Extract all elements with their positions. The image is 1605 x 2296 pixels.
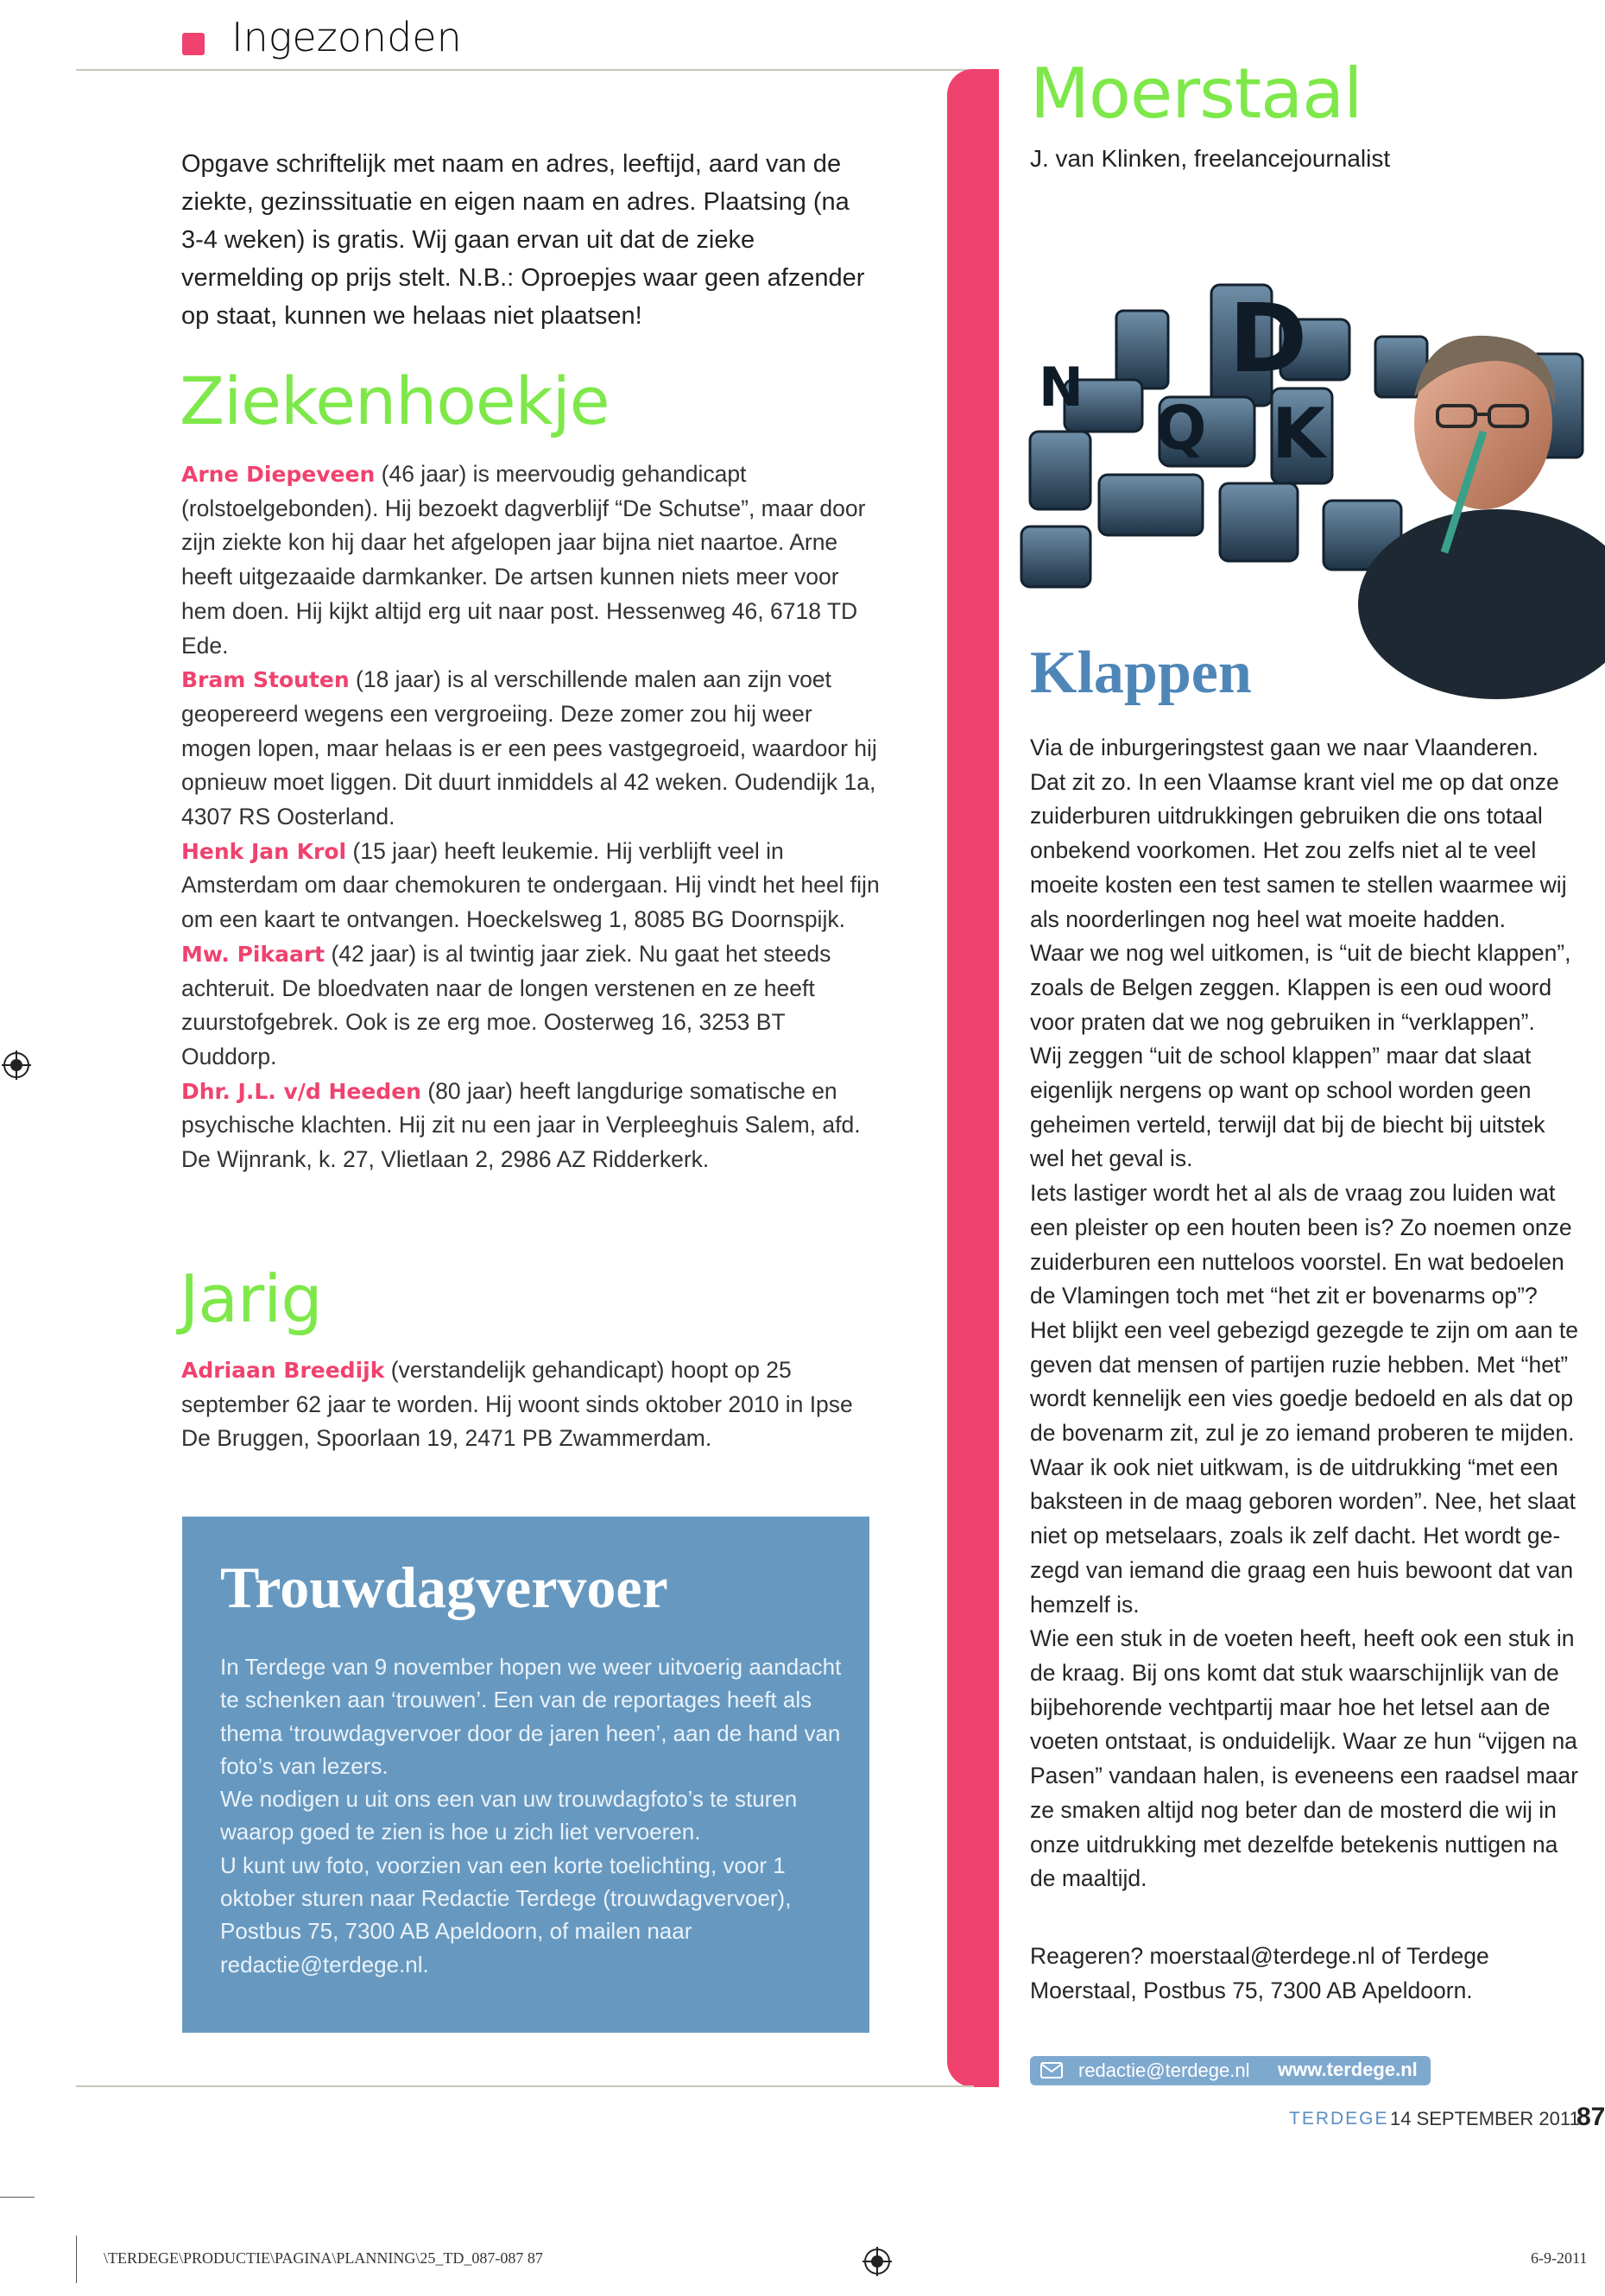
bottom-rule xyxy=(76,2085,974,2087)
reply-info xyxy=(1030,1940,1591,2008)
article-line: ze smaken altijd nog beter dan de mosterd die wij in xyxy=(1030,1796,1557,1823)
envelope-icon xyxy=(1040,2062,1063,2078)
article-line: geheimen verteld, terwijl dat bij de biecht bij uitstek xyxy=(1030,1111,1545,1138)
article-line: voeten ontstaat, is onduidelijk. Waar ze hun “vijgen na xyxy=(1030,1728,1577,1755)
article-line: Waar we nog wel uitkomen, is “uit de biecht klappen”, xyxy=(1030,940,1571,967)
moerstaal-heading: Moerstaal xyxy=(1030,54,1362,134)
top-rule xyxy=(76,69,974,71)
author-byline: J. van Klinken, freelancejournalist xyxy=(1030,145,1391,172)
trouwdagvervoer-text xyxy=(220,1650,842,1981)
entry xyxy=(181,457,881,663)
article-line: wel het geval is. xyxy=(1030,1145,1193,1172)
article-line: eigenlijk nergens op want op school worden geen xyxy=(1030,1077,1532,1104)
article-line: een pleister op een houten been is? Zo noemen onze xyxy=(1030,1214,1572,1240)
article-line: Het blijkt een veel gebezigd gezegde te zijn om aan te xyxy=(1030,1316,1578,1343)
article-line: Wie een stuk in de voeten heeft, heeft ook een stuk in xyxy=(1030,1625,1575,1652)
entry-text: (18 jaar) is al verschillende malen aan zijn voet geopereerd wegens een vergroeiing. Deze zomer zou hij weer mogen lopen, maar helaas is er een pees vastgegroeid, waardoor hij opnieuw moet liggen. Dit duurt inmiddels al 42 weken. Oudendijk 1a, 4307 RS Oosterland. xyxy=(181,666,877,830)
entry-text: (80 jaar) heeft langdurige somatische en psychische klachten. Hij zit nu een jaar in Verpleeghuis Salem, afd. De Wijnrank, k. 27, Vlietlaan 2, 2986 AZ Ridderkerk. xyxy=(181,1077,861,1173)
box-paragraph: In Terdege van 9 november hopen we weer uitvoerig aandacht te schenken aan ‘trouwen’. Een van de reportages heeft als thema ‘trouwdagvervoer door de jaren heen’, aan de hand van foto’s van lezers. xyxy=(220,1654,842,1779)
jarig-heading: Jarig xyxy=(180,1260,322,1337)
contact-pill xyxy=(1030,2056,1431,2085)
article-line: Dat zit zo. In een Vlaamse krant viel me op dat onze xyxy=(1030,768,1559,795)
registration-mark-icon xyxy=(863,2247,892,2276)
article-line: hemzelf is. xyxy=(1030,1591,1140,1618)
entry-text: (42 jaar) is al twintig jaar ziek. Nu gaat het steeds achteruit. De bloedvaten naar de longen verstenen en ze heeft zuurstofgebrek. Ook is ze erg moe. Oosterweg 16, 3253 BT Ouddorp. xyxy=(181,940,831,1069)
article-line: bijbehorende vechtpartij maar hoe het letsel aan de xyxy=(1030,1694,1551,1720)
entry xyxy=(181,835,881,937)
article-line: Waar ik ook niet uitkwam, is de uitdrukking “met een xyxy=(1030,1454,1558,1480)
footer-brand: TERDEGE xyxy=(1289,2109,1389,2129)
entry-name: Dhr. J.L. v/d Heeden xyxy=(181,1078,421,1104)
section-marker xyxy=(182,33,205,55)
svg-text:K: K xyxy=(1272,394,1325,474)
entry xyxy=(181,663,881,835)
pink-column-band-fill xyxy=(973,69,999,2087)
footer-date: 14 SEPTEMBER 2011 xyxy=(1390,2108,1580,2129)
article-line: voor praten dat we nog gebruiken in “verklappen”. xyxy=(1030,1008,1535,1035)
website-link[interactable]: www.terdege.nl xyxy=(1278,2059,1418,2080)
article-line: Via de inburgeringstest gaan we naar Vlaanderen. xyxy=(1030,735,1539,760)
article-line: geven dat mensen of partijen ruzie hebben. Met “het” xyxy=(1030,1351,1569,1378)
reply-text: Reageren? moerstaal@terdege.nl of Terdege Moerstaal, Postbus 75, 7300 AB Apeldoorn. xyxy=(1030,1943,1489,2003)
ziekenhoekje-entries xyxy=(181,457,881,1177)
article-line: Wij zeggen “uit de school klappen” maar dat slaat xyxy=(1030,1043,1532,1069)
article-line: als noorderlingen nog heel wat moeite hadden. xyxy=(1030,905,1507,932)
article-heading: Klappen xyxy=(1030,640,1252,706)
svg-text:Q: Q xyxy=(1155,393,1207,464)
article-line: Pasen” vandaan halen, is eveneens een raadsel maar xyxy=(1030,1763,1578,1789)
ziekenhoekje-heading: Ziekenhoekje xyxy=(180,363,610,439)
article-line: zuiderburen een nutteloos voorstel. En wat bedoelen xyxy=(1030,1248,1564,1275)
article-line: niet op metselaars, zoals ik zelf dacht. Het wordt ge- xyxy=(1030,1523,1561,1549)
crop-mark xyxy=(0,2197,35,2198)
print-slug: \TERDEGE\PRODUCTIE\PAGINA\PLANNING\25_TD_087-087 87 xyxy=(104,2249,543,2267)
page-number: 87 xyxy=(1577,2103,1605,2131)
svg-text:D: D xyxy=(1229,283,1308,394)
entry-name: Henk Jan Krol xyxy=(181,838,347,864)
trouwdagvervoer-heading: Trouwdagvervoer xyxy=(220,1555,668,1620)
jarig-entry xyxy=(181,1353,863,1456)
entry-text: (46 jaar) is meervoudig gehandicapt (rolstoelgebonden). Hij bezoekt dagverblijf “De Schutse”, maar door zijn ziekte kon hij daar het afgelopen jaar bijna niet naartoe. Arne heeft uitgezaaide darmkanker. De artsen kunnen niets meer voor hem doen. Hij kijkt altijd erg uit naar post. Hessenweg 46, 6718 TD Ede. xyxy=(181,461,866,659)
entry xyxy=(181,937,881,1075)
article-line: moeite kosten een test samen te stellen waarmee wij xyxy=(1030,871,1567,898)
article-line: de Vlamingen toch met “het zit er bovenarms op”? xyxy=(1030,1283,1538,1309)
article-line: de bovenarm zit, zul je zo iemand proberen te mijden. xyxy=(1030,1420,1575,1447)
article-line: onze uitdrukking met dezelfde betekenis nuttigen na xyxy=(1030,1831,1558,1858)
section-title: Ingezonden xyxy=(231,14,462,60)
entry-name: Bram Stouten xyxy=(181,667,350,693)
entry xyxy=(181,1075,881,1177)
print-date: 6-9-2011 xyxy=(1531,2249,1588,2267)
entry-text: (15 jaar) heeft leukemie. Hij verblijft veel in Amsterdam om daar chemokuren te ondergaan. Hij vindt het heel fijn om een kaart te ontvangen. Hoeckelsweg 1, 8085 BG Doornspijk. xyxy=(181,837,880,933)
letter-n: N xyxy=(1039,356,1084,419)
entry-name: Adriaan Breedijk xyxy=(181,1358,385,1383)
article-line: zoals de Belgen zeggen. Klappen is een oud woord xyxy=(1030,974,1552,1000)
entry-name: Mw. Pikaart xyxy=(181,941,325,967)
entry-name: Arne Diepeveen xyxy=(181,462,376,487)
author-photo xyxy=(1013,259,1593,630)
article-line: de kraag. Bij ons komt dat stuk waarschijnlijk van de xyxy=(1030,1659,1559,1686)
crop-mark xyxy=(76,2236,77,2283)
article-line: baksteen in de maag geboren worden”. Nee, het slaat xyxy=(1030,1488,1576,1515)
email-link[interactable]: redactie@terdege.nl xyxy=(1078,2059,1250,2081)
submission-instructions: Opgave schriftelijk met naam en adres, leeftijd, aard van de ziekte, gezinssituatie en eigen naam en adres. Plaatsing (na 3-4 weken) is gratis. Wij gaan ervan uit dat de zieke vermelding op prijs stelt. N.B.: Oproepjes waar geen afzender op staat, kunnen we helaas niet plaatsen! xyxy=(181,150,865,330)
article-line: de maaltijd. xyxy=(1030,1865,1147,1892)
article-body xyxy=(1030,731,1591,1896)
article-line: wordt kennelijk een vies goedje bedoeld en als dat op xyxy=(1030,1385,1574,1412)
box-paragraph: We nodigen u uit ons een van uw trouwdagfoto’s te sturen waarop goed te zien is hoe u zich liet vervoeren. xyxy=(220,1786,798,1845)
box-paragraph: U kunt uw foto, voorzien van een korte toelichting, voor 1 oktober sturen naar Redactie Terdege (trouwdagvervoer), Postbus 75, 7300 AB Apeldoorn, of mailen naar redactie@terdege.nl. xyxy=(220,1851,792,1977)
article-line: Iets lastiger wordt het al als de vraag zou luiden wat xyxy=(1030,1180,1556,1207)
entry-text: (verstandelijk gehandicapt) hoopt op 25 september 62 jaar te worden. Hij woont sinds oktober 2010 in Ipse De Bruggen, Spoorlaan 19, 2471 PB Zwammerdam. xyxy=(181,1357,853,1452)
article-line: zuiderburen uitdrukkingen gebruiken die ons totaal xyxy=(1030,803,1543,829)
registration-mark-icon xyxy=(2,1050,31,1080)
article-line: zegd van iemand die graag een huis bewoont dat van xyxy=(1030,1556,1574,1583)
article-line: onbekend voorkomen. Het zou zelfs niet al te veel xyxy=(1030,837,1537,864)
